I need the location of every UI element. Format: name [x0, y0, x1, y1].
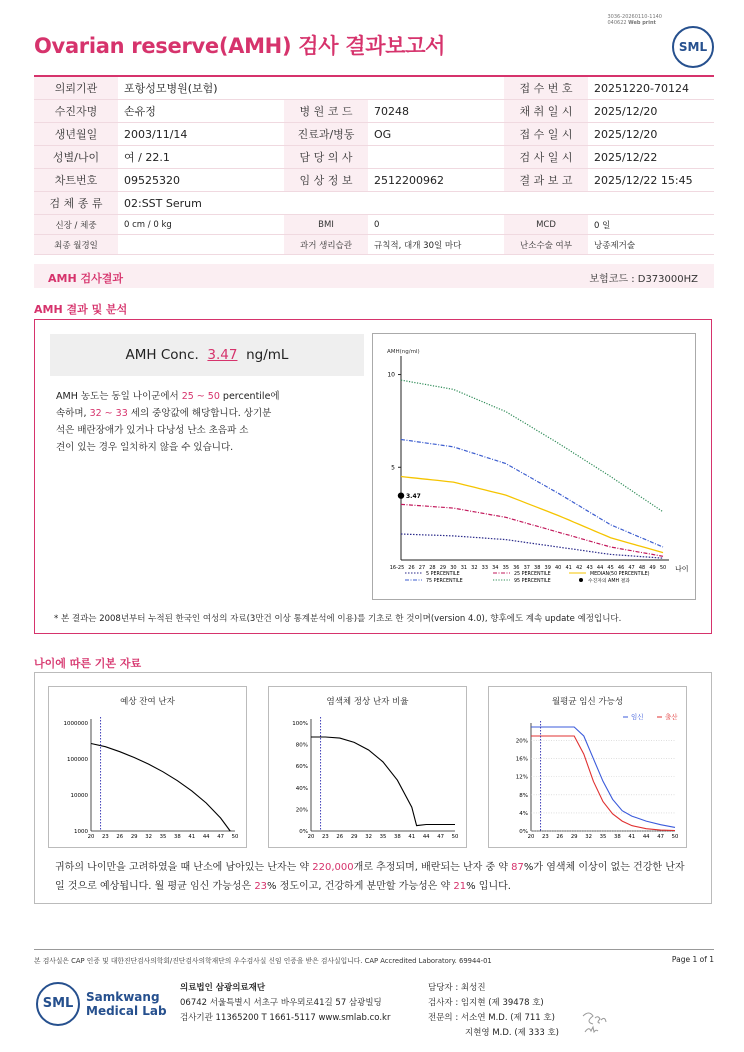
y-tick-label: 20%	[295, 807, 308, 814]
summary-part: % 입니다.	[466, 881, 511, 892]
amh-unit: ng/mL	[246, 347, 289, 363]
x-tick-label: 39	[544, 565, 551, 571]
x-tick-label: 29	[570, 834, 578, 840]
series-line	[531, 727, 675, 827]
amh-result-section-title: AMH 검사결과	[48, 272, 123, 285]
x-tick-label: 36	[513, 565, 520, 571]
lmp-value	[118, 235, 284, 255]
doctor-value	[368, 146, 504, 169]
x-tick-label: 20	[87, 834, 95, 840]
summary-part: 일 것으로 예상됩니다. 월 평균 임신 가능성은	[55, 881, 255, 892]
bmi-value: 0	[368, 215, 504, 235]
x-tick-label: 41	[628, 834, 636, 840]
y-axis-label: AMH(ng/ml)	[387, 349, 420, 355]
report-title: Ovarian reserve(AMH) 검사 결과보고서	[34, 34, 446, 58]
patient-value: 손유정	[118, 100, 284, 123]
x-tick-label: 49	[649, 565, 656, 571]
x-tick-label: 44	[596, 565, 604, 571]
x-tick-label: 41	[408, 834, 416, 840]
x-tick-label: 27	[418, 565, 426, 571]
legend-label: 5 PERCENTILE	[426, 572, 460, 577]
series-line	[401, 477, 663, 553]
x-tick-label: 26	[336, 834, 344, 840]
x-tick-label: 32	[471, 565, 478, 571]
x-tick-label: 47	[628, 565, 635, 571]
collect-label: 채 취 일 시	[504, 100, 588, 123]
x-tick-label: 47	[437, 834, 444, 840]
series-line	[531, 736, 675, 831]
x-tick-label: 29	[350, 834, 358, 840]
y-tick-label: 8%	[519, 792, 528, 799]
menses-value: 규칙적, 대개 30일 마다	[368, 235, 504, 255]
x-tick-label: 38	[614, 834, 621, 840]
amh-description	[56, 388, 356, 456]
lmp-label: 최종 월경일	[34, 235, 118, 255]
x-tick-label: 35	[599, 834, 607, 840]
height-weight-label: 신장 / 체중	[34, 215, 118, 235]
x-tick-label: 35	[502, 565, 509, 571]
legend-label: 출산	[665, 713, 678, 721]
x-tick-label: 34	[492, 565, 499, 571]
org-info	[180, 981, 390, 1026]
org-contact: 검사기관 11365200 T 1661-5117 www.smlab.co.kr	[180, 1013, 391, 1023]
desc-text: 견이 있는 경우 일치하지 않을 수 있습니다.	[56, 442, 234, 453]
x-tick-label: 38	[174, 834, 181, 840]
x-tick-label: 23	[542, 834, 549, 840]
x-tick-label: 50	[659, 565, 667, 571]
footer-divider	[34, 949, 714, 950]
x-tick-label: 29	[439, 565, 447, 571]
summary-part: 개로 추정되며, 배란되는 난자 중 약	[353, 862, 512, 873]
clinical-info-label: 임 상 정 보	[284, 169, 368, 192]
series-line	[401, 440, 663, 548]
summary-normal: 87	[511, 862, 524, 873]
dob-value: 2003/11/14	[118, 123, 284, 146]
sml-logo: SML	[672, 26, 714, 68]
x-tick-label: 46	[617, 565, 625, 571]
doctor-label: 담 당 의 사	[284, 146, 368, 169]
y-tick-label: 5	[391, 464, 395, 472]
receive-label: 접 수 일 시	[504, 123, 588, 146]
x-tick-label: 16-25	[389, 565, 405, 571]
x-tick-label: 47	[657, 834, 664, 840]
legend-label: 임신	[631, 713, 644, 721]
page-number: Page 1 of 1	[671, 955, 714, 964]
org-name: 의료법인 삼광의료재단	[180, 983, 266, 993]
x-tick-label: 42	[575, 565, 583, 571]
test-date-value: 2025/12/22	[588, 146, 714, 169]
summary-birth: 21	[453, 881, 467, 892]
desc-text: 석은 배란장애가 있거나 다낭성 난소 초음파 소	[56, 425, 249, 436]
amh-percentile-chart	[372, 333, 696, 600]
x-tick-label: 44	[422, 834, 430, 840]
report-date-label: 결 과 보 고	[504, 169, 588, 192]
series-line	[401, 534, 663, 558]
hospital-label: 의뢰기관	[34, 77, 118, 100]
clinical-info-value: 2512200962	[368, 169, 504, 192]
data-note: * 본 결과는 2008년부터 누적된 한국인 여성의 자료(3만건 이상 통계분석에 이용)를 기초로 한 것이며(version 4.0), 향후에도 계속 update 예정입니다.	[54, 614, 622, 624]
x-tick-label: 33	[481, 565, 489, 571]
mcd-label: MCD	[504, 215, 588, 235]
amh-value: 3.47	[207, 347, 238, 363]
amh-concentration	[50, 334, 364, 376]
x-axis-label: 나이	[675, 565, 689, 573]
receive-value: 2025/12/20	[588, 123, 714, 146]
desc-text: 속하며,	[56, 408, 90, 419]
desc-text: 세의 중앙값에 해당합니다. 상기분	[127, 408, 272, 419]
series-line	[401, 380, 663, 512]
x-tick-label: 31	[460, 565, 468, 571]
sex-age-value: 여 / 22.1	[118, 146, 284, 169]
print-meta: 3036-20260110-1140 040622 Web print	[607, 14, 662, 26]
legend-label: 75 PERCENTILE	[426, 579, 463, 584]
specimen-label: 검 체 종 류	[34, 192, 118, 215]
summary-part: 귀하의 나이만을 고려하였을 때 난소에 남아있는 난자는 약	[55, 862, 313, 873]
y-tick-label: 0%	[519, 829, 528, 835]
series-line	[91, 744, 230, 832]
x-tick-label: 23	[322, 834, 329, 840]
report-date-value: 2025/12/22 15:45	[588, 169, 714, 192]
x-tick-label: 41	[188, 834, 196, 840]
x-tick-label: 26	[408, 565, 415, 571]
desc-age: 32 ~ 33	[89, 408, 128, 419]
x-tick-label: 38	[534, 565, 541, 571]
x-tick-label: 26	[116, 834, 124, 840]
y-tick-label: 10000	[70, 793, 88, 799]
dept-label: 진료과/병동	[284, 123, 368, 146]
legend-point-label: 수진자의 AMH 결과	[588, 579, 630, 584]
height-weight-value: 0 cm / 0 kg	[118, 215, 284, 235]
y-tick-label: 100%	[292, 721, 308, 727]
desc-text: AMH 농도는 동일 나이군에서	[56, 391, 182, 402]
pregnancy-chance-title: 월평균 임신 가능성	[551, 697, 624, 707]
bmi-label: BMI	[284, 215, 368, 235]
x-tick-label: 32	[365, 834, 372, 840]
logo-name-1: Samkwang	[86, 990, 160, 1004]
series-line	[311, 737, 455, 826]
hospital-code-label: 병 원 코 드	[284, 100, 368, 123]
x-tick-label: 20	[527, 834, 535, 840]
sex-age-label: 성별/나이	[34, 146, 118, 169]
remaining-eggs-title: 예상 잔여 난자	[120, 697, 175, 707]
summary-preg: 23	[254, 881, 268, 892]
sml-logo-mark: SML	[36, 982, 80, 1026]
y-tick-label: 40%	[295, 785, 308, 792]
y-tick-label: 80%	[295, 742, 308, 749]
analysis-section-title: AMH 결과 및 분석	[34, 303, 128, 316]
staff-specialist: 전문의 : 서소연 M.D. (제 711 호)	[428, 1013, 555, 1023]
logo-name-2: Medical Lab	[86, 1004, 167, 1018]
x-tick-label: 35	[159, 834, 167, 840]
chart-no-label: 차트번호	[34, 169, 118, 192]
hospital-code-value: 70248	[368, 100, 504, 123]
x-tick-label: 43	[586, 565, 593, 571]
y-tick-label: 1000	[74, 829, 88, 835]
y-tick-label: 20%	[515, 738, 528, 745]
staff-info	[428, 981, 559, 1041]
normal-egg-ratio-svg	[269, 687, 466, 847]
y-tick-label: 12%	[515, 774, 528, 781]
amh-percentile-svg	[373, 334, 695, 599]
hospital-value: 포항성모병원(보험)	[118, 77, 504, 100]
accreditation-note: 본 검사실은 CAP 인증 및 대한진단검사의학회/진단검사의학재단의 우수검사실 신임 인증을 받은 검사실입니다. CAP Accredited Laboratory. 69944-01	[34, 957, 492, 965]
x-tick-label: 50	[451, 834, 459, 840]
receipt-no-value: 20251220-70124	[588, 77, 714, 100]
x-tick-label: 38	[394, 834, 401, 840]
y-tick-label: 4%	[519, 810, 528, 817]
normal-egg-ratio-chart	[268, 686, 467, 848]
remaining-eggs-svg	[49, 687, 246, 847]
collect-value: 2025/12/20	[588, 100, 714, 123]
x-tick-label: 45	[607, 565, 614, 571]
y-tick-label: 0%	[299, 829, 308, 835]
x-tick-label: 40	[555, 565, 562, 571]
surgery-label: 난소수술 여부	[504, 235, 588, 255]
amh-label: AMH Conc.	[125, 347, 199, 363]
summary-part: % 정도이고, 건강하게 분만할 가능성은 약	[267, 881, 454, 892]
summary-text	[55, 858, 695, 896]
staff-manager: 담당자 : 최성진	[428, 983, 486, 993]
staff-tester: 검사자 : 임지현 (제 39478 호)	[428, 998, 544, 1008]
menses-label: 과거 생리습관	[284, 235, 368, 255]
chart-no-value: 09525320	[118, 169, 284, 192]
signature-image	[579, 1008, 609, 1042]
amh-result-section-bar	[34, 264, 714, 288]
summary-part: %가 염색체 이상이 없는 건강한 난자	[523, 862, 685, 873]
legend-label: 95 PERCENTILE	[514, 579, 551, 584]
pregnancy-chance-chart	[488, 686, 687, 848]
age-data-section-title: 나이에 따른 기본 자료	[34, 657, 142, 670]
x-tick-label: 29	[130, 834, 138, 840]
x-tick-label: 37	[523, 565, 530, 571]
dob-label: 생년월일	[34, 123, 118, 146]
y-tick-label: 60%	[295, 764, 308, 771]
x-tick-label: 26	[556, 834, 564, 840]
x-tick-label: 20	[307, 834, 315, 840]
staff-specialist-2: 지현영 M.D. (제 333 호)	[465, 1028, 560, 1038]
y-tick-label: 1000000	[63, 721, 88, 727]
x-tick-label: 23	[102, 834, 109, 840]
x-tick-label: 44	[642, 834, 650, 840]
desc-percentile: 25 ~ 50	[181, 391, 220, 402]
x-tick-label: 30	[450, 565, 457, 571]
insurance-code: 보험코드 : D373000HZ	[589, 274, 698, 285]
remaining-eggs-chart	[48, 686, 247, 848]
patient-value-label: 3.47	[406, 493, 421, 501]
x-tick-label: 32	[585, 834, 592, 840]
x-tick-label: 50	[671, 834, 679, 840]
surgery-value: 낭종제거술	[588, 235, 714, 255]
pregnancy-chance-svg	[489, 687, 686, 847]
mcd-value: 0 일	[588, 215, 714, 235]
specimen-value: 02:SST Serum	[118, 192, 714, 215]
x-tick-label: 50	[231, 834, 239, 840]
patient-point	[398, 492, 404, 498]
legend-point-swatch	[579, 578, 583, 582]
test-date-label: 검 사 일 시	[504, 146, 588, 169]
x-tick-label: 41	[565, 565, 572, 571]
patient-label: 수진자명	[34, 100, 118, 123]
x-tick-label: 47	[217, 834, 224, 840]
legend-label: MEDIAN(50 PERCENTILE)	[590, 572, 650, 577]
x-tick-label: 44	[202, 834, 210, 840]
patient-info-table	[34, 77, 714, 255]
normal-egg-ratio-title: 염색체 정상 난자 비율	[326, 697, 409, 707]
org-address: 06742 서울특별시 서초구 바우뫼로41길 57 삼광빌딩	[180, 998, 382, 1008]
y-tick-label: 100000	[67, 757, 88, 763]
x-tick-label: 28	[429, 565, 436, 571]
x-tick-label: 48	[638, 565, 646, 571]
y-tick-label: 16%	[515, 756, 528, 763]
desc-text: percentile에	[219, 391, 280, 402]
x-tick-label: 35	[379, 834, 387, 840]
dept-value: OG	[368, 123, 504, 146]
legend-label: 25 PERCENTILE	[514, 572, 551, 577]
x-tick-label: 32	[145, 834, 152, 840]
receipt-no-label: 접 수 번 호	[504, 77, 588, 100]
footer-logo	[36, 982, 167, 1026]
y-tick-label: 10	[387, 371, 395, 379]
summary-eggs: 220,000	[312, 862, 354, 873]
